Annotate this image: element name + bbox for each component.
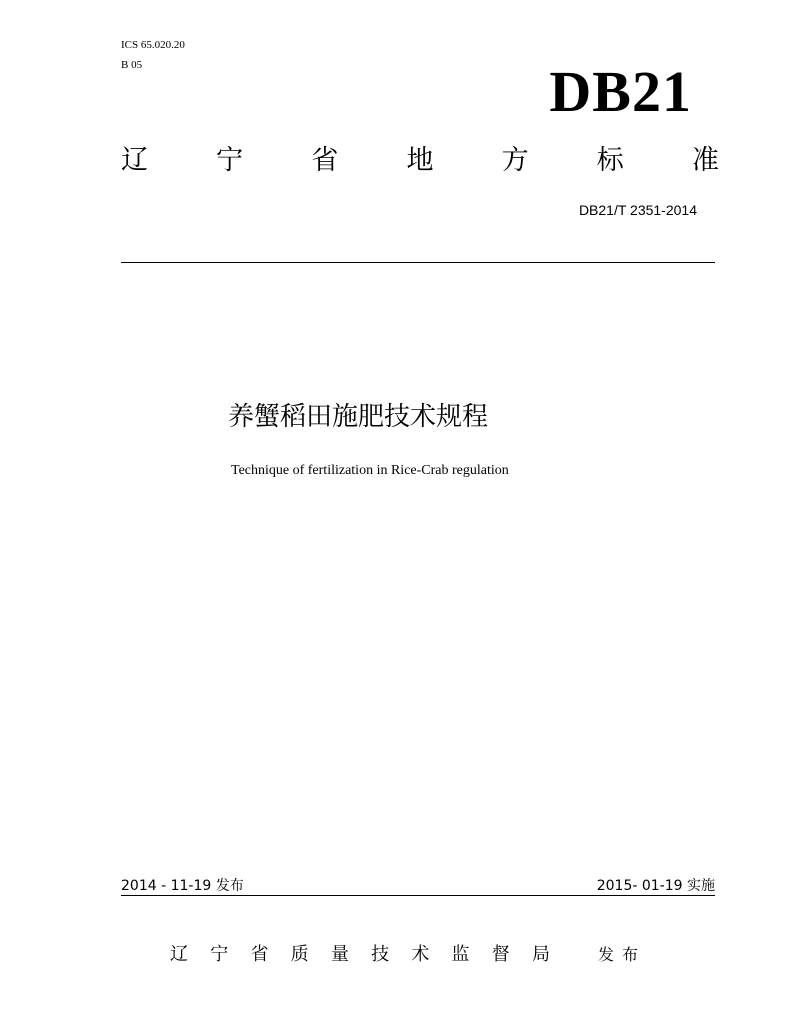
publisher-char: 技 [371, 944, 390, 965]
publisher-char: 督 [491, 944, 510, 965]
publisher-char: 术 [411, 944, 430, 965]
ics-code: ICS 65.020.20 [121, 39, 185, 51]
bottom-divider [121, 895, 715, 896]
heading-char: 宁 [216, 145, 244, 176]
standard-number: DB21/T 2351-2014 [578, 202, 697, 218]
publisher-char: 监 [451, 944, 470, 965]
publisher-char: 宁 [210, 944, 229, 965]
standard-logo: DB21 [549, 59, 692, 124]
publisher-char: 量 [330, 944, 349, 965]
issue-date: 2014 - 11-19 发布 [121, 878, 244, 894]
standard-type-heading [121, 141, 719, 181]
publish-label: 发布 [598, 945, 647, 964]
publisher-char: 省 [250, 944, 269, 965]
document-title-zh: 养蟹稻田施肥技术规程 [228, 402, 489, 432]
heading-char: 准 [691, 145, 719, 176]
ccs-code: B 05 [121, 59, 143, 71]
implement-date: 2015- 01-19 实施 [596, 878, 715, 894]
heading-char: 辽 [121, 145, 148, 176]
publisher-name [170, 941, 550, 971]
publisher-char: 辽 [170, 944, 188, 965]
top-divider [121, 262, 715, 263]
document-title-en: Technique of fertilization in Rice-Crab regulation [231, 463, 509, 478]
heading-char: 省 [311, 145, 339, 176]
publisher-char: 质 [290, 944, 309, 965]
publisher-char: 局 [531, 944, 550, 965]
heading-char: 方 [501, 145, 529, 176]
heading-char: 标 [596, 145, 624, 176]
heading-char: 地 [406, 145, 434, 176]
